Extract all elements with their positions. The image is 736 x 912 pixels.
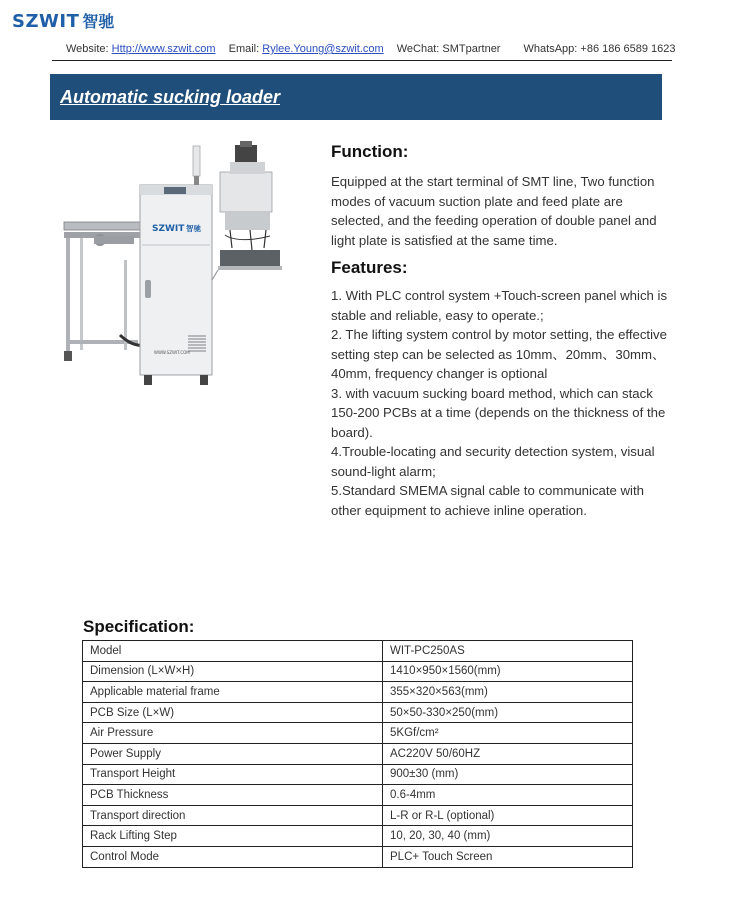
page-title: Automatic sucking loader — [60, 87, 281, 107]
function-heading: Function: — [331, 142, 409, 161]
whatsapp-text: WhatsApp: +86 186 6589 1623 — [523, 43, 676, 55]
description-column — [331, 140, 671, 520]
table-row — [83, 743, 633, 764]
spec-key: PCB Thickness — [83, 785, 383, 806]
table-row — [83, 785, 633, 806]
spec-value: PLC+ Touch Screen — [383, 846, 633, 867]
company-logo — [12, 9, 114, 32]
spec-key: Power Supply — [83, 743, 383, 764]
table-row — [83, 826, 633, 847]
title-banner — [50, 74, 662, 120]
spec-value: 900±30 (mm) — [383, 764, 633, 785]
spec-key: Applicable material frame — [83, 682, 383, 703]
table-row — [83, 661, 633, 682]
feature-item: 5.Standard SMEMA signal cable to communicate with other equipment to achieve inline operation. — [331, 483, 644, 518]
spec-key: Transport Height — [83, 764, 383, 785]
spec-value: 1410×950×1560(mm) — [383, 661, 633, 682]
feature-item: 1. With PLC control system +Touch-screen panel which is stable and reliable, easy to operate.; — [331, 288, 668, 323]
spec-value: WIT-PC250AS — [383, 641, 633, 662]
spec-value: 355×320×563(mm) — [383, 682, 633, 703]
spec-key: Air Pressure — [83, 723, 383, 744]
email-link[interactable]: Rylee.Young@szwit.com — [262, 43, 384, 55]
contact-line — [66, 43, 676, 55]
cabinet-brand: SZWIT — [152, 224, 185, 234]
feature-item: 4.Trouble-locating and security detection system, visual sound-light alarm; — [331, 444, 655, 479]
logo-text: SZWIT — [12, 11, 80, 32]
spec-value: 5KGf/cm² — [383, 723, 633, 744]
spec-key: Control Mode — [83, 846, 383, 867]
spec-value: AC220V 50/60HZ — [383, 743, 633, 764]
table-row — [83, 723, 633, 744]
specification-table — [82, 640, 633, 868]
table-row — [83, 805, 633, 826]
feature-item: 2. The lifting system control by motor setting, the effective setting step can be selected as 10mm、20mm、30mm、40mm, frequency changer is optional — [331, 327, 667, 381]
features-heading: Features: — [331, 258, 408, 277]
spec-key: Rack Lifting Step — [83, 826, 383, 847]
spec-key: Transport direction — [83, 805, 383, 826]
email-label: Email: — [228, 43, 263, 55]
spec-value: 50×50-330×250(mm) — [383, 702, 633, 723]
spec-value: L-R or R-L (optional) — [383, 805, 633, 826]
table-row — [83, 764, 633, 785]
table-row — [83, 682, 633, 703]
specification-heading: Specification: — [83, 617, 195, 636]
website-link[interactable]: Http://www.szwit.com — [111, 43, 216, 55]
spec-key: PCB Size (L×W) — [83, 702, 383, 723]
features-list — [331, 286, 671, 520]
product-image — [60, 140, 285, 390]
logo-cn-text: 智驰 — [82, 12, 115, 31]
feature-item: 3. with vacuum sucking board method, which can stack 150-200 PCBs at a time (depends on the thickness of the board). — [331, 385, 666, 440]
spec-key: Dimension (L×W×H) — [83, 661, 383, 682]
header-divider — [52, 60, 672, 61]
table-row — [83, 702, 633, 723]
wechat-text: WeChat: SMTpartner — [396, 43, 501, 55]
spec-value: 10, 20, 30, 40 (mm) — [383, 826, 633, 847]
website-label: Website: — [66, 43, 112, 55]
function-text: Equipped at the start terminal of SMT line, Two function modes of vacuum suction plate and feed plate are selected, and the feeding operation of double panel and light plate is satisfied at the same time. — [331, 174, 657, 248]
spec-key: Model — [83, 641, 383, 662]
spec-value: 0.6-4mm — [383, 785, 633, 806]
table-row — [83, 641, 633, 662]
table-row — [83, 846, 633, 867]
cabinet-url: WWW.SZWIT.COM — [154, 350, 190, 355]
cabinet-brand-cn: 智驰 — [186, 224, 201, 233]
